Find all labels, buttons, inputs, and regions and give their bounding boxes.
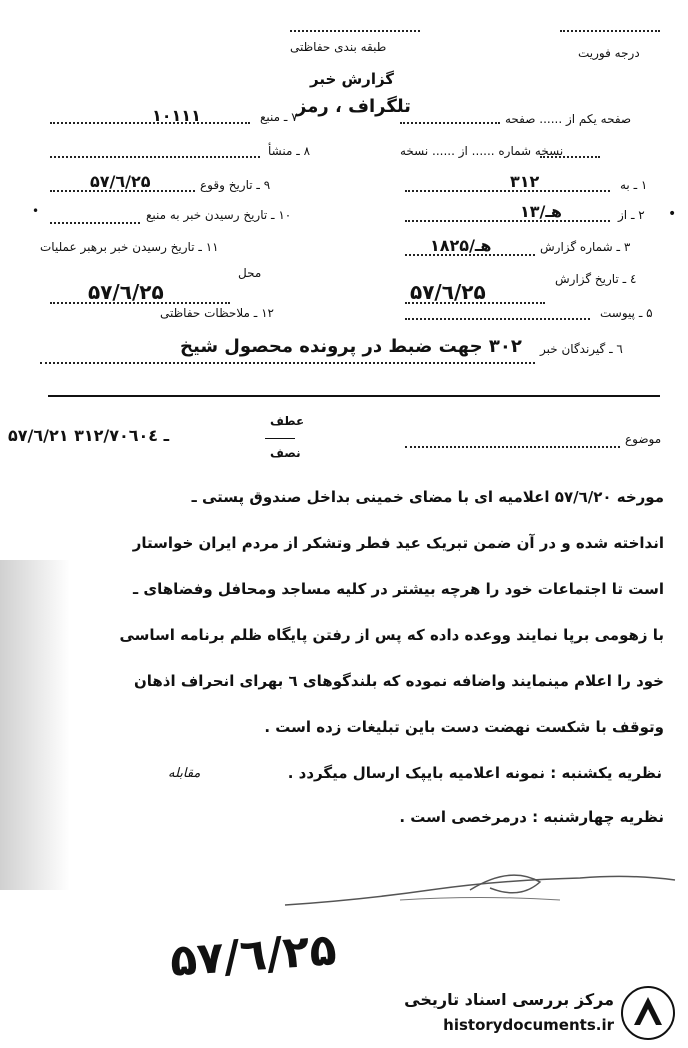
atf-fraction-line bbox=[265, 438, 295, 439]
location-line bbox=[50, 302, 230, 304]
from-line bbox=[405, 220, 610, 222]
page-count-label: صفحه یکم از ...... صفحه bbox=[505, 112, 632, 126]
source-line bbox=[50, 122, 250, 124]
margin-note: مقابله bbox=[168, 766, 201, 781]
reference-number: ۵۷/٦/۲۱ ـ ۳۱۲/۷۰٦۰٤ bbox=[8, 426, 170, 445]
scan-shadow bbox=[0, 560, 70, 890]
to-line bbox=[405, 190, 610, 192]
classification-label: طبقه بندی حفاظتی bbox=[290, 40, 387, 54]
body-line-1: مورخه ۵۷/٦/۲۰ اعلامیه ای با مضای خمینی بداخل صندوق پستی ـ bbox=[191, 488, 664, 506]
origin-line bbox=[50, 156, 260, 158]
receipt-date-label: ۱۰ ـ تاریخ رسیدن خبر به منبع bbox=[146, 208, 292, 222]
report-title: گزارش خبر bbox=[310, 70, 395, 88]
recipients-value: ۳۰۲ جهت ضبط در پرونده محصول شیخ bbox=[180, 336, 522, 357]
report-number-line bbox=[405, 254, 535, 256]
from-value: ۱۳/هـ bbox=[520, 202, 562, 221]
copy-count-dots bbox=[540, 156, 600, 158]
priority-label: درجه فوریت bbox=[578, 46, 640, 60]
body-line-5: خود را اعلام مینمایند واضافه نموده که بلندگوهای ٦ بهرای انحراف اذهان bbox=[133, 672, 664, 690]
body-line-6: وتوقف با شکست نهضت دست باین تبلیغات زده است . bbox=[264, 718, 664, 736]
location-label: محل bbox=[238, 266, 262, 280]
attachment-line bbox=[405, 318, 590, 320]
classification-line bbox=[290, 30, 420, 32]
attachment-label: ۵ ـ پیوست bbox=[600, 306, 653, 320]
from-label: ۲ ـ از bbox=[618, 208, 645, 222]
priority-line bbox=[560, 30, 660, 32]
watermark-url: historydocuments.ir bbox=[443, 1016, 614, 1034]
watermark-title: مرکز بررسی اسناد تاریخی bbox=[404, 990, 614, 1009]
recipients-label: ٦ ـ گیرندگان خبر bbox=[540, 342, 623, 356]
body-line-2: انداخته شده و در آن ضمن تبریک عید فطر وتشکر از مردم ایران خواستار bbox=[132, 534, 664, 552]
source-label: ۷ ـ منبع bbox=[260, 110, 298, 124]
report-date-line bbox=[405, 302, 545, 304]
subject-line bbox=[405, 446, 620, 448]
notes-label: ۱۲ ـ ملاحظات حفاظتی bbox=[160, 306, 274, 320]
body-line-4: با زهومی برپا نمایند ووعده داده که پس از رفتن پایگاه ظلم برنامه اساسی bbox=[119, 626, 664, 644]
location-value: ۵۷/٦/۲۵ bbox=[88, 280, 164, 304]
occurrence-label: ۹ ـ تاریخ وقوع bbox=[200, 178, 271, 192]
body-line-7: نظریه یکشنبه : نمونه اعلامیه بایپک ارسال میگردد . bbox=[287, 764, 662, 782]
copy-count-label: نسخه شماره ...... از ...... نسخه bbox=[400, 144, 564, 158]
handwritten-date: ۵۷/٦/۲۵ bbox=[168, 924, 338, 987]
atf-label: عطف bbox=[270, 414, 305, 428]
report-date-value: ۵۷/٦/۲۵ bbox=[410, 280, 486, 304]
report-number-value: ۱۸۲۵/هـ bbox=[430, 236, 492, 255]
header-divider bbox=[48, 395, 660, 397]
source-value: ۱۰۱۱۱ bbox=[152, 106, 201, 125]
ops-date-label: ۱۱ ـ تاریخ رسیدن خبر برهبر عملیات bbox=[40, 240, 219, 254]
origin-label: ۸ ـ منشأ bbox=[268, 144, 311, 158]
subject-label: موضوع bbox=[625, 432, 662, 446]
atf-sub-label: نصف bbox=[270, 446, 301, 460]
signature-scribble bbox=[280, 860, 680, 920]
receipt-bullet: • bbox=[32, 204, 40, 218]
recipients-line bbox=[40, 362, 535, 364]
receipt-line bbox=[50, 222, 140, 224]
occurrence-value: ۵۷/٦/۲۵ bbox=[90, 172, 151, 191]
to-label: ۱ ـ به bbox=[620, 178, 648, 192]
occurrence-line bbox=[50, 190, 195, 192]
report-number-label: ۳ ـ شماره گزارش bbox=[540, 240, 631, 254]
from-bullet: • bbox=[668, 206, 677, 222]
to-value: ۳۱۲ bbox=[510, 172, 540, 191]
body-line-8: نظریه چهارشنبه : درمرخصی است . bbox=[399, 808, 664, 826]
page-count-dots bbox=[400, 122, 500, 124]
body-line-3: است تا اجتماعات خود را هرچه بیشتر در کلیه مساجد ومحافل وفضاهای ـ bbox=[132, 580, 664, 598]
report-date-label: ٤ ـ تاریخ گزارش bbox=[555, 272, 637, 286]
telegraph-label: تلگراف ، رمز bbox=[296, 96, 411, 117]
archive-logo-icon bbox=[620, 985, 676, 1041]
